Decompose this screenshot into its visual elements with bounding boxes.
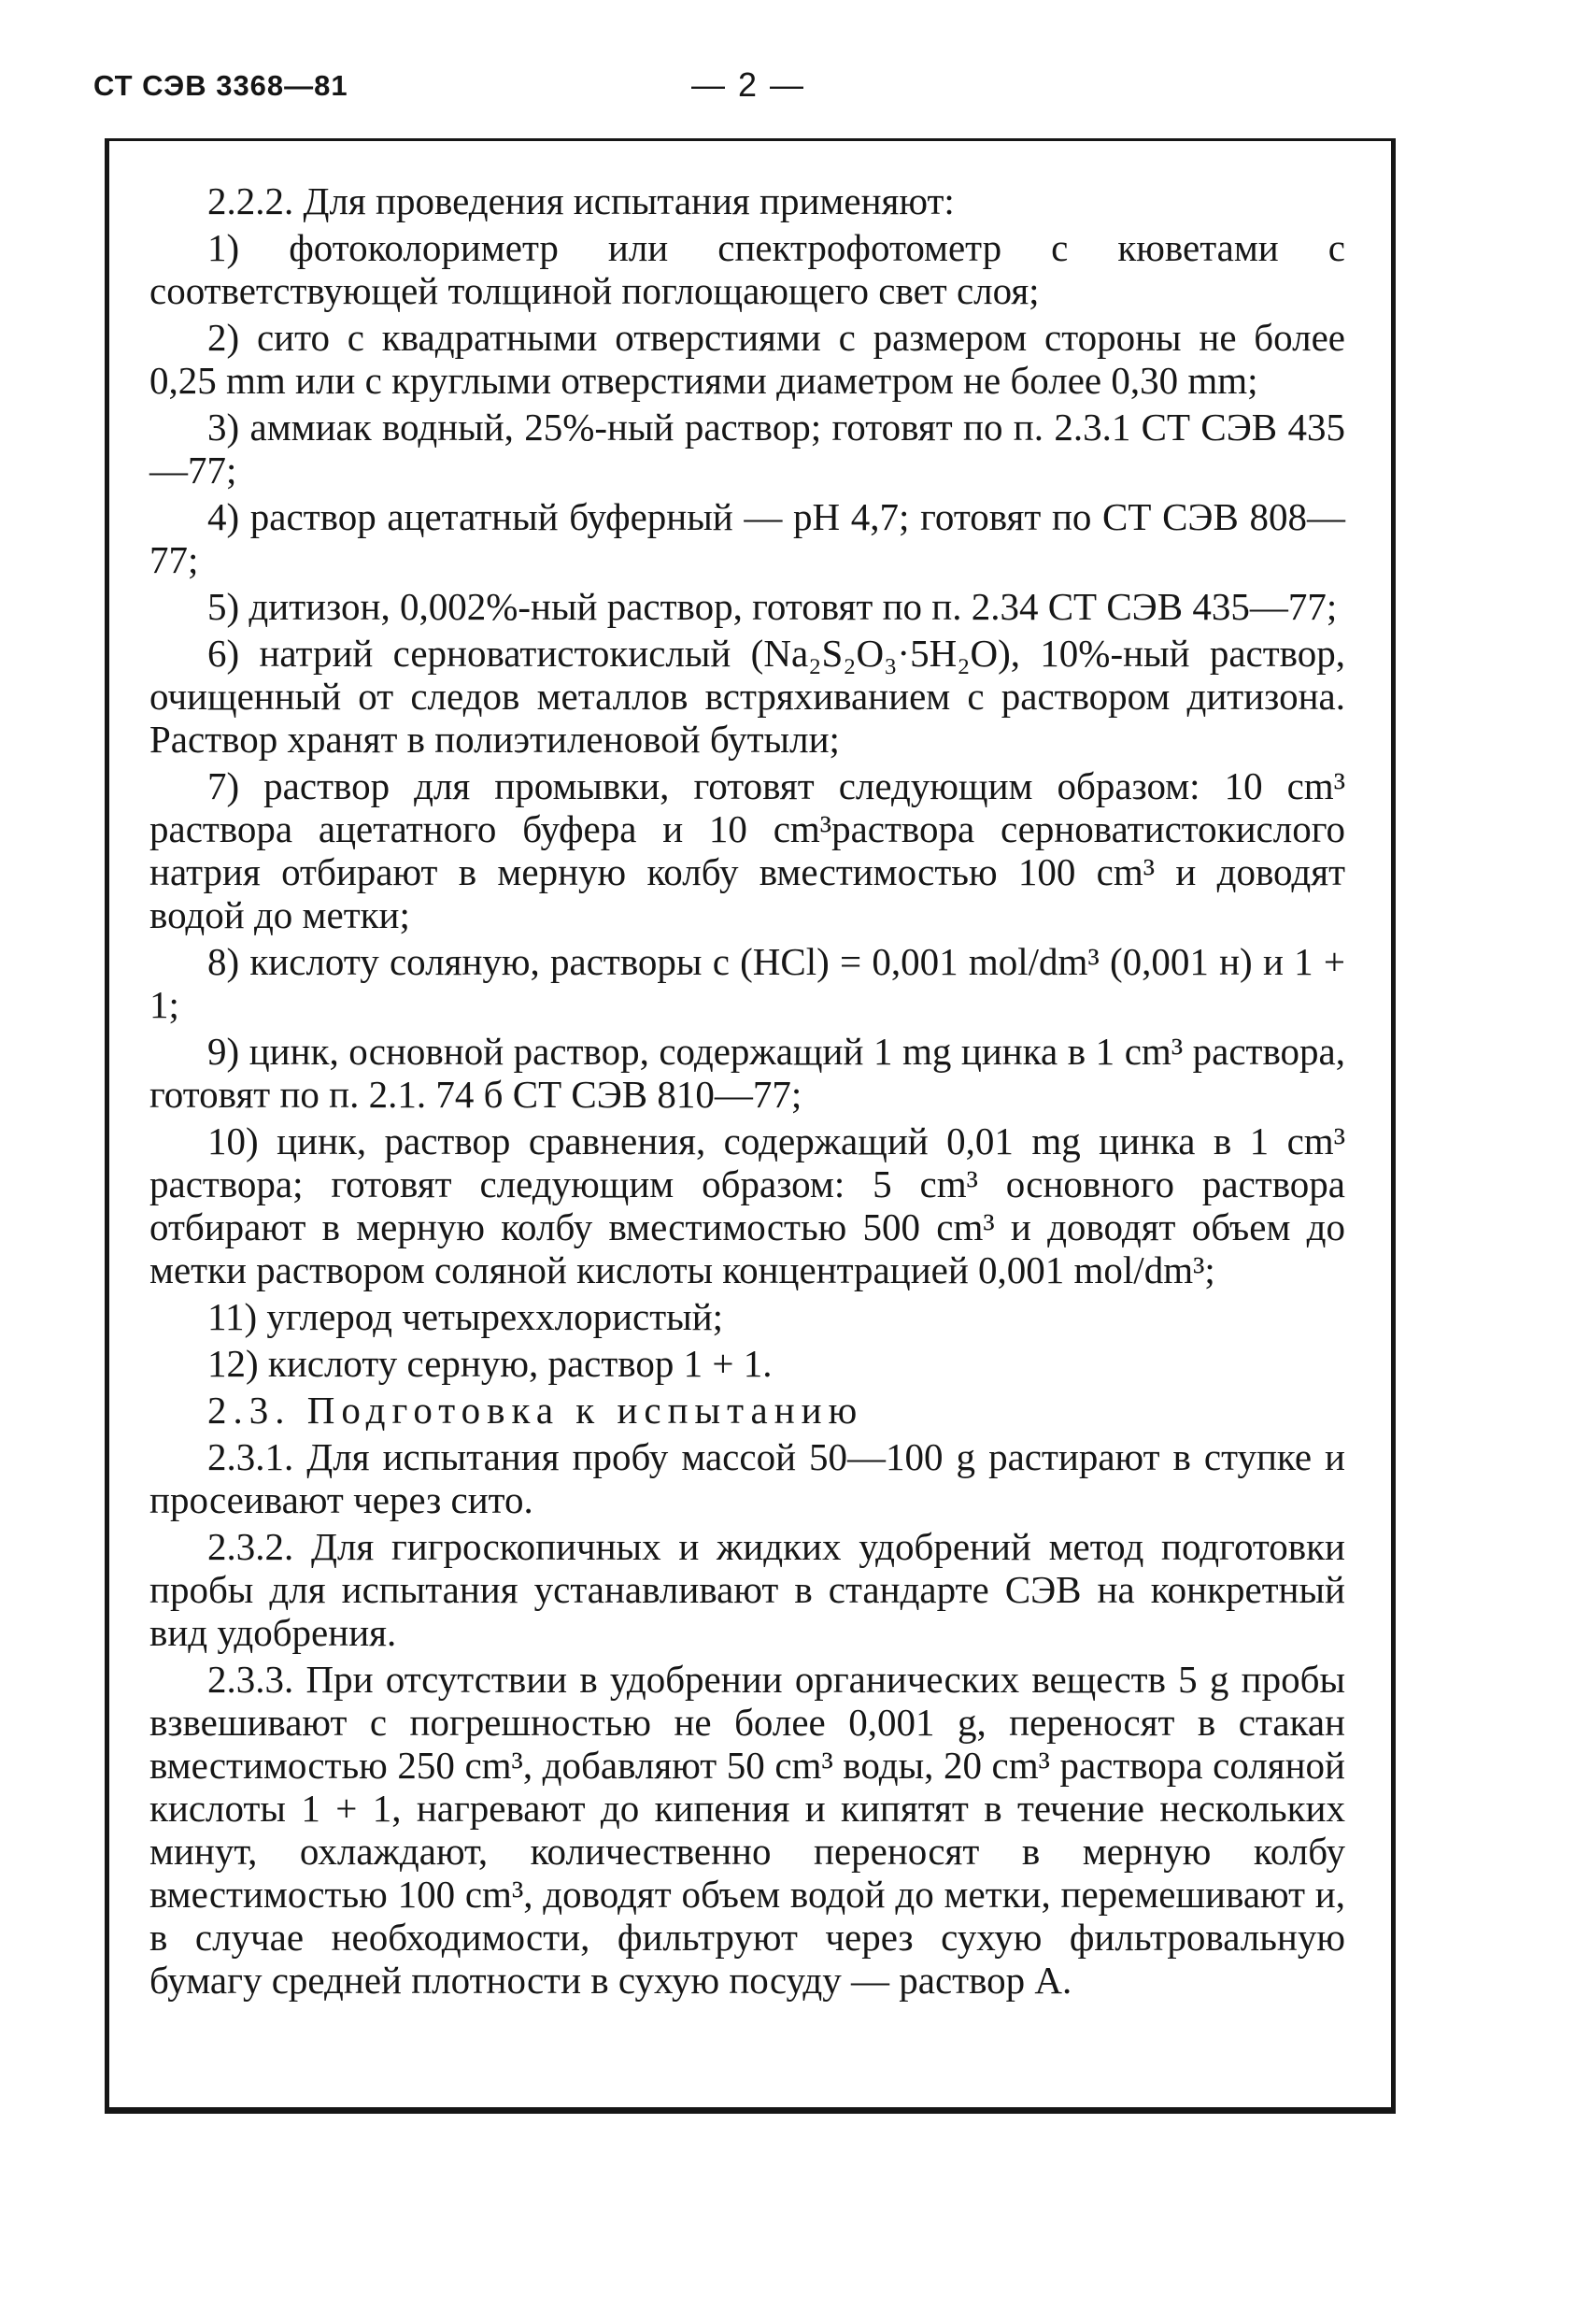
list-item-7: 7) раствор для промывки, готовят следующим образом: 10 cm³ раствора ацетатного буфера и 10 cm³раствора серноватистокислого натрия отбирают в мерную колбу вместимостью 100 cm³ и доводят водой до метки; [149,764,1345,936]
document-body [149,179,1345,2005]
list-item-8: 8) кислоту соляную, растворы c (HCl) = 0,001 mol/dm³ (0,001 н) и 1 + 1; [149,940,1345,1026]
clause-2-3-1: 2.3.1. Для испытания пробу массой 50—100 g растирают в ступке и просеивают через сито. [149,1435,1345,1521]
list-item-5: 5) дитизон, 0,002%-ный раствор, готовят по п. 2.34 СТ СЭВ 435—77; [207,585,1338,628]
standard-code: СТ СЭВ 3368—81 [93,69,348,102]
clause-2-3-2: 2.3.2. Для гигроскопичных и жидких удобрений метод подготовки пробы для испытания устанавливают в стандарте СЭВ на конкретный вид удобрения. [149,1525,1345,1654]
list-item-11: 11) углерод четыреххлористый; [207,1295,724,1338]
list-item-10: 10) цинк, раствор сравнения, содержащий 0,01 mg цинка в 1 cm³ раствора; готовят следующим образом: 5 cm³ основного раствора отбирают в мерную колбу вместимостью 500 cm³ и доводят объем до метки раствором соляной кислоты концентрацией 0,001 mol/dm³; [149,1119,1345,1291]
list-item-9: 9) цинк, основной раствор, содержащий 1 mg цинка в 1 cm³ раствора, готовят по п. 2.1. 74 б СТ СЭВ 810—77; [149,1030,1345,1116]
list-item-1: 1) фотоколориметр или спектрофотометр с кюветами с соответствующей толщиной поглощающего свет слоя; [149,226,1345,312]
page-header [93,65,1551,121]
section-heading-2-3: 2.3. Подготовка к испытанию [207,1389,864,1432]
list-item-3: 3) аммиак водный, 25%-ный раствор; готовят по п. 2.3.1 СТ СЭВ 435—77; [149,406,1345,492]
page-number: — 2 — [691,65,806,104]
list-item-4: 4) раствор ацетатный буферный — pH 4,7; готовят по СТ СЭВ 808—77; [149,495,1345,581]
list-item-12: 12) кислоту серную, раствор 1 + 1. [207,1342,773,1385]
clause-2-2-2: 2.2.2. Для проведения испытания применяют: [207,179,955,222]
list-item-2: 2) сито с квадратными отверстиями с размером стороны не более 0,25 mm или с круглыми отверстиями диаметром не более 0,30 mm; [149,316,1345,402]
list-item-6: 6) натрий серноватистокислый (Na₂S₂O₃·5H₂O), 10%-ный раствор, очищенный от следов металлов встряхиванием с раствором дитизона. Раствор хранят в полиэтиленовой бутыли; [149,632,1345,761]
clause-2-3-3: 2.3.3. При отсутствии в удобрении органических веществ 5 g пробы взвешивают с погрешностью не более 0,001 g, переносят в стакан вместимостью 250 cm³, добавляют 50 cm³ воды, 20 cm³ раствора соляной кислоты 1 + 1, нагревают до кипения и кипятят в течение нескольких минут, охлаждают, количественно переносят в мерную колбу вместимостью 100 cm³, доводят объем водой до метки, перемешивают и, в случае необходимости, фильтруют через сухую фильтровальную бумагу средней плотности в сухую посуду — раствор А. [149,1658,1345,2002]
